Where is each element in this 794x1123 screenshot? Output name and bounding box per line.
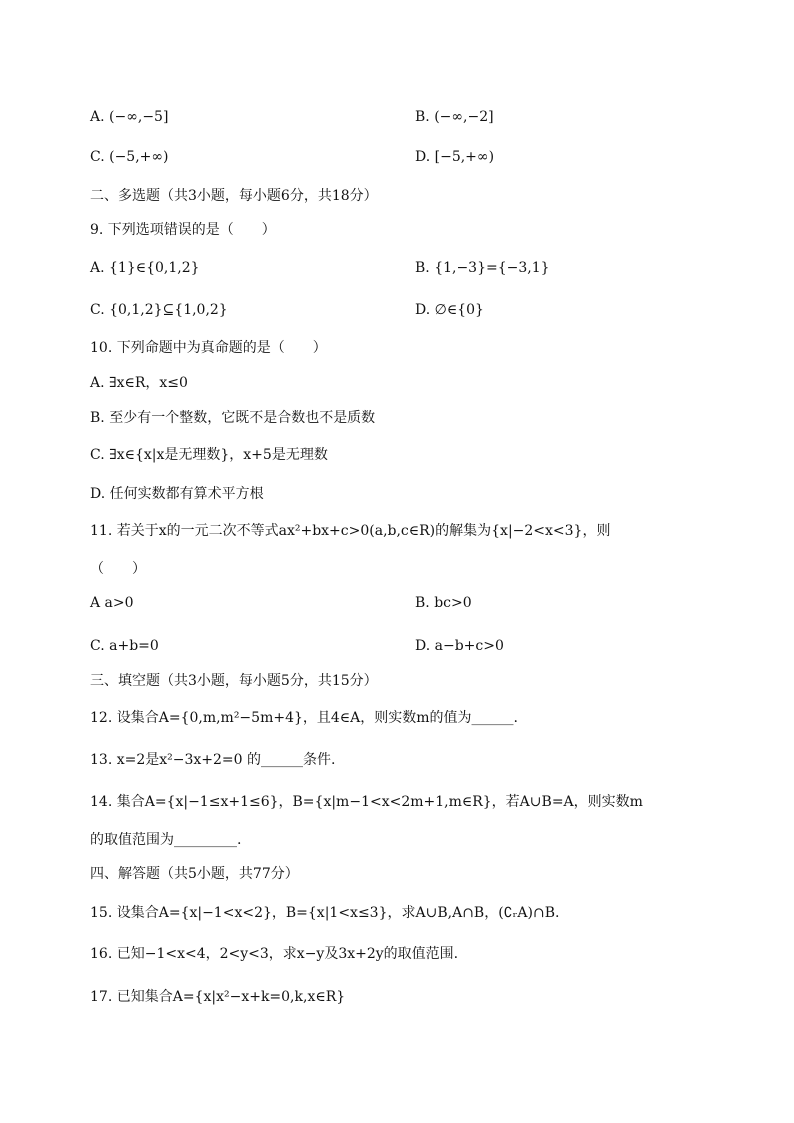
q10-option-d: D. 任何实数都有算术平方根 [90, 486, 264, 502]
section-answer-heading: 四、解答题（共5小题，共77分） [90, 866, 299, 882]
section-multiple-choice-heading: 二、多选题（共3小题，每小题6分，共18分） [90, 188, 378, 204]
q12-text: 12. 设集合A={0,m,m²−5m+4}，且4∈A，则实数m的值为______. [90, 710, 518, 726]
q10-stem: 10. 下列命题中为真命题的是（ ） [90, 340, 327, 356]
q14-line1: 14. 集合A={x|−1≤x+1≤6}，B={x|m−1<x<2m+1,m∈R}，若A∪B=A，则实数m [90, 794, 643, 810]
q9-option-b: B. {1,−3}={−3,1} [415, 260, 550, 276]
q8-option-c: C. (−5,+∞) [90, 149, 169, 165]
q10-option-b: B. 至少有一个整数，它既不是合数也不是质数 [90, 410, 376, 426]
q8-option-b: B. (−∞,−2] [415, 109, 494, 125]
q8-option-a: A. (−∞,−5] [90, 109, 169, 125]
q9-stem: 9. 下列选项错误的是（ ） [90, 222, 276, 238]
q11-option-c: C. a+b=0 [90, 638, 159, 654]
q10-option-c: C. ∃x∈{x|x是无理数}，x+5是无理数 [90, 447, 328, 463]
q8-option-d: D. [−5,+∞) [415, 149, 495, 165]
q11-answer-paren: （ ） [90, 561, 146, 577]
q11-option-d: D. a−b+c>0 [415, 638, 504, 654]
q17-text: 17. 已知集合A={x|x²−x+k=0,k,x∈R} [90, 989, 346, 1005]
q11-option-a: A a>0 [90, 595, 134, 611]
q16-text: 16. 已知−1<x<4，2<y<3，求x−y及3x+2y的取值范围. [90, 946, 459, 962]
section-fill-in-heading: 三、填空题（共3小题，每小题5分，共15分） [90, 673, 378, 689]
q13-text: 13. x=2是x²−3x+2=0 的______条件. [90, 752, 336, 768]
q9-option-c: C. {0,1,2}⊆{1,0,2} [90, 302, 228, 318]
q9-option-a: A. {1}∈{0,1,2} [90, 260, 200, 276]
q10-option-a: A. ∃x∈R，x≤0 [90, 375, 188, 391]
q14-line2: 的取值范围为_________. [90, 832, 242, 848]
q11-stem: 11. 若关于x的一元二次不等式ax²+bx+c>0(a,b,c∈R)的解集为{x|−2<x<3}，则 [90, 523, 611, 539]
q15-text: 15. 设集合A={x|−1<x<2}，B={x|1<x≤3}，求A∪B,A∩B，(∁ᵣA)∩B. [90, 905, 560, 921]
q9-option-d: D. ∅∈{0} [415, 302, 484, 318]
q11-option-b: B. bc>0 [415, 595, 472, 611]
